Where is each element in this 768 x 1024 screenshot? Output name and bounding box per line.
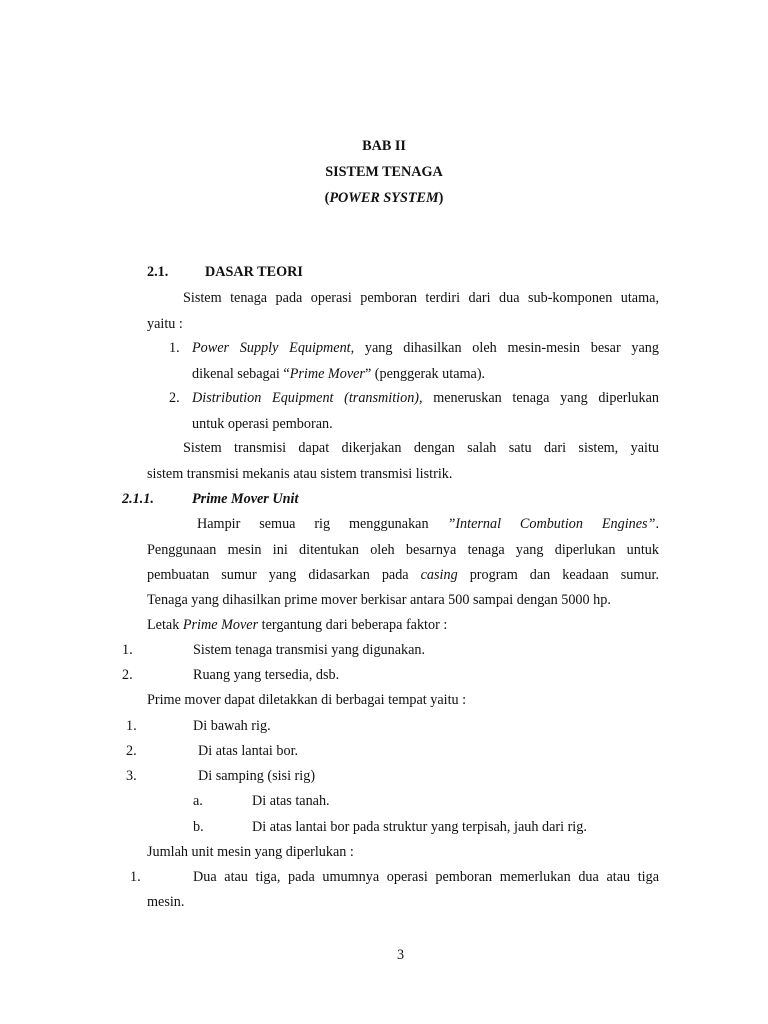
chapter-title: SISTEM TENAGA xyxy=(325,164,443,180)
list-number: 1. xyxy=(169,340,180,356)
section-number: 2.1. xyxy=(147,264,169,280)
list-number: 3. xyxy=(126,768,137,784)
placement-intro: Prime mover dapat diletakkan di berbagai tempat yaitu : xyxy=(147,692,467,708)
subsection-number: 2.1.1. xyxy=(122,491,154,507)
list-item: Ruang yang tersedia, dsb. xyxy=(193,667,340,683)
list-item: Di atas tanah. xyxy=(252,793,330,809)
intro-line-1: Sistem tenaga pada operasi pemboran terdiri dari dua sub-komponen utama, xyxy=(183,290,659,306)
body-line-5: Letak Prime Mover tergantung dari beberapa faktor : xyxy=(147,617,448,633)
body-line-4: Tenaga yang dihasilkan prime mover berkisar antara 500 sampai dengan 5000 hp. xyxy=(147,592,611,608)
list-number: 2. xyxy=(169,390,180,406)
list-item: Di atas lantai bor. xyxy=(198,743,299,759)
body-line-3: pembuatan sumur yang didasarkan pada casing program dan keadaan sumur. xyxy=(147,567,659,583)
list-number: 1. xyxy=(130,869,141,885)
list-item: Sistem tenaga transmisi yang digunakan. xyxy=(193,642,426,658)
list-number: 1. xyxy=(122,642,133,658)
units-intro: Jumlah unit mesin yang diperlukan : xyxy=(147,844,354,860)
body-line-2: Penggunaan mesin ini ditentukan oleh besarnya tenaga yang diperlukan untuk xyxy=(147,542,659,558)
page-number: 3 xyxy=(397,947,405,963)
para2-line-1: Sistem transmisi dapat dikerjakan dengan salah satu dari sistem, yaitu xyxy=(183,440,659,456)
section-title: DASAR TEORI xyxy=(205,264,303,280)
intro-line-2: yaitu : xyxy=(147,316,183,332)
para2-line-2: sistem transmisi mekanis atau sistem transmisi listrik. xyxy=(147,466,453,482)
list-number: 2. xyxy=(122,667,133,683)
subsection-title: Prime Mover Unit xyxy=(192,491,299,507)
list-item-2-line-2: untuk operasi pemboran. xyxy=(192,416,333,432)
list-item-1-line-1: Power Supply Equipment, yang dihasilkan oleh mesin-mesin besar yang xyxy=(192,340,659,356)
list-item-1-line-2: dikenal sebagai “Prime Mover” (penggerak utama). xyxy=(192,366,486,382)
body-line-1: Hampir semua rig menggunakan ”Internal Combution Engines”. xyxy=(197,516,659,532)
list-item-line-1: Dua atau tiga, pada umumnya operasi pemboran memerlukan dua atau tiga xyxy=(193,869,659,885)
list-letter: a. xyxy=(193,793,203,809)
list-letter: b. xyxy=(193,819,204,835)
list-item-2-line-1: Distribution Equipment (transmition), meneruskan tenaga yang diperlukan xyxy=(192,390,659,406)
chapter-label: BAB II xyxy=(362,138,406,154)
list-item: Di samping (sisi rig) xyxy=(198,768,316,784)
list-item-line-2: mesin. xyxy=(147,894,185,910)
chapter-subtitle: (POWER SYSTEM) xyxy=(324,190,444,206)
list-item: Di bawah rig. xyxy=(193,718,271,734)
list-number: 1. xyxy=(126,718,137,734)
list-item: Di atas lantai bor pada struktur yang terpisah, jauh dari rig. xyxy=(252,819,587,835)
list-number: 2. xyxy=(126,743,137,759)
chapter-subtitle-italic: POWER SYSTEM xyxy=(329,190,439,206)
